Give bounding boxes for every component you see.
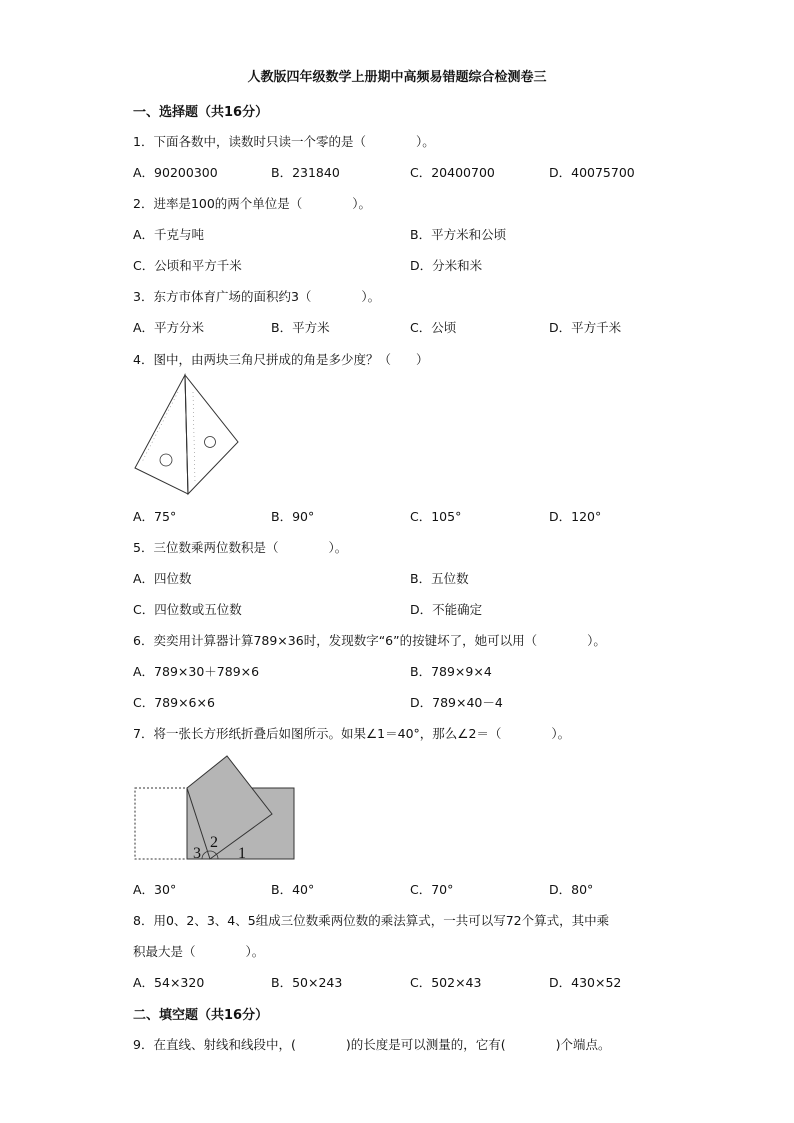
q6-option-a: A．789×30＋789×6 bbox=[133, 664, 260, 679]
q6-option-d: D．789×40－4 bbox=[410, 695, 503, 710]
q8-option-c: C．502×43 bbox=[410, 975, 482, 990]
section-heading-fill: 二、填空题（共16分） bbox=[133, 1008, 269, 1023]
q8-option-b: B．50×243 bbox=[271, 975, 343, 990]
q7-option-d: D．80° bbox=[549, 882, 594, 897]
q3-option-c: C．公顷 bbox=[410, 320, 457, 335]
q4-option-b: B．90° bbox=[271, 509, 315, 524]
q6-option-c: C．789×6×6 bbox=[133, 695, 215, 710]
q5-option-a: A．四位数 bbox=[133, 571, 192, 586]
angle-3-label: 3 bbox=[193, 845, 201, 862]
q6-option-b: B．789×9×4 bbox=[410, 664, 492, 679]
angle-1-label: 1 bbox=[238, 845, 246, 862]
q4-option-d: D．120° bbox=[549, 509, 602, 524]
section-heading-choice: 一、选择题（共16分） bbox=[133, 105, 269, 120]
q7-option-a: A．30° bbox=[133, 882, 177, 897]
q1-option-c: C．20400700 bbox=[410, 165, 495, 180]
page-title: 人教版四年级数学上册期中高频易错题综合检测卷三 bbox=[247, 70, 547, 85]
q8-option-d: D．430×52 bbox=[549, 975, 622, 990]
q3-option-b: B．平方米 bbox=[271, 320, 330, 335]
set-squares-figure bbox=[130, 372, 245, 498]
folded-paper-figure bbox=[130, 752, 300, 867]
question-7: 7．将一张长方形纸折叠后如图所示。如果∠1＝40°，那么∠2＝（ ）。 bbox=[133, 726, 571, 741]
q3-option-a: A．平方分米 bbox=[133, 320, 205, 335]
q4-option-c: C．105° bbox=[410, 509, 462, 524]
q1-option-a: A．90200300 bbox=[133, 165, 218, 180]
q1-option-d: D．40075700 bbox=[549, 165, 635, 180]
question-8: 8．用0、2、3、4、5组成三位数乘两位数的乘法算式，一共可以写72个算式，其中乘 bbox=[133, 913, 610, 928]
angle-2-label: 2 bbox=[210, 834, 218, 851]
question-9: 9．在直线、射线和线段中，( )的长度是可以测量的，它有( )个端点。 bbox=[133, 1037, 611, 1052]
question-8-continued: 积最大是（ ）。 bbox=[133, 944, 265, 959]
q1-option-b: B．231840 bbox=[271, 165, 340, 180]
q7-option-c: C．70° bbox=[410, 882, 454, 897]
question-6: 6．奕奕用计算器计算789×36时，发现数字“6”的按键坏了，她可以用（ ）。 bbox=[133, 633, 606, 648]
q2-option-a: A．千克与吨 bbox=[133, 227, 205, 242]
q5-option-c: C．四位数或五位数 bbox=[133, 602, 242, 617]
question-1: 1．下面各数中，读数时只读一个零的是（ ）。 bbox=[133, 134, 435, 149]
q2-option-d: D．分米和米 bbox=[410, 258, 483, 273]
q5-option-d: D．不能确定 bbox=[410, 602, 483, 617]
question-2: 2．进率是100的两个单位是（ ）。 bbox=[133, 196, 372, 211]
q2-option-b: B．平方米和公顷 bbox=[410, 227, 507, 242]
q4-option-a: A．75° bbox=[133, 509, 177, 524]
question-3: 3．东方市体育广场的面积约3（ ）。 bbox=[133, 289, 381, 304]
question-5: 5．三位数乘两位数积是（ ）。 bbox=[133, 540, 348, 555]
q5-option-b: B．五位数 bbox=[410, 571, 469, 586]
question-4: 4．图中，由两块三角尺拼成的角是多少度？（ ） bbox=[133, 352, 429, 367]
q8-option-a: A．54×320 bbox=[133, 975, 205, 990]
q2-option-c: C．公顷和平方千米 bbox=[133, 258, 242, 273]
q7-option-b: B．40° bbox=[271, 882, 315, 897]
q3-option-d: D．平方千米 bbox=[549, 320, 622, 335]
